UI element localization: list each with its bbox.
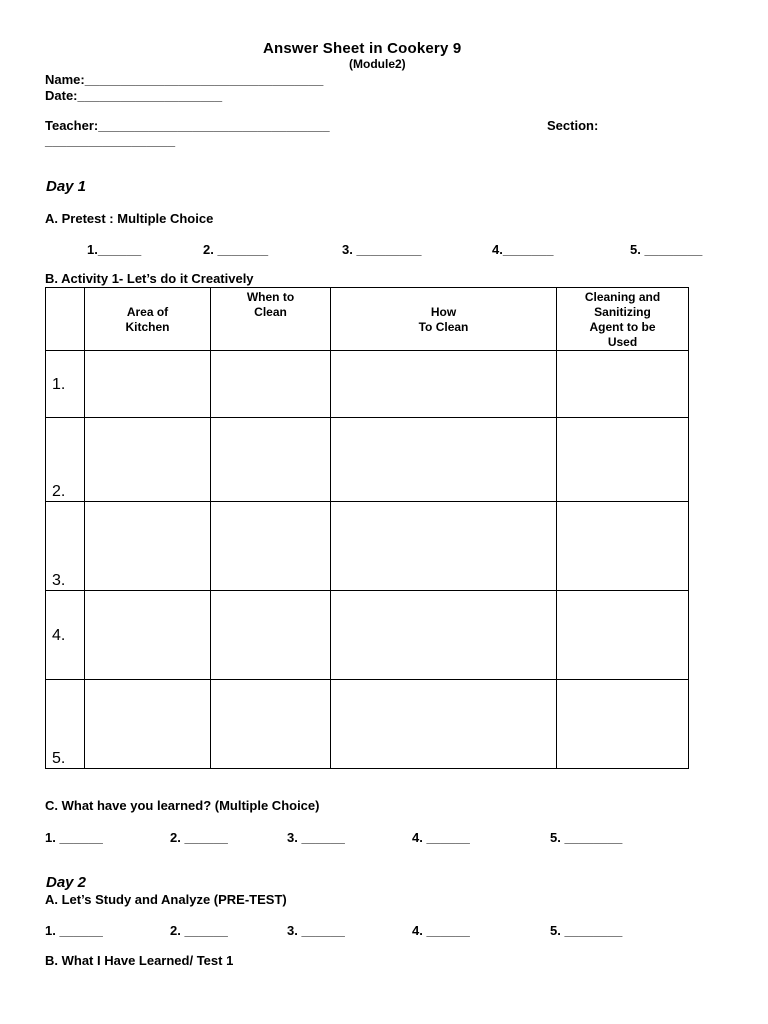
how-cell[interactable] [331,502,557,591]
row-number: 2. [46,418,85,502]
study-answer-1[interactable]: 1. ______ [45,923,103,938]
area-cell[interactable] [85,351,211,418]
pretest-answer-1[interactable]: 1.______ [87,242,142,257]
row-number: 4. [46,591,85,680]
learned-heading: C. What have you learned? (Multiple Choice) [45,798,320,813]
learned-answer-4[interactable]: 4. ______ [412,830,470,845]
area-cell[interactable] [85,502,211,591]
agent-cell[interactable] [557,351,689,418]
section-label: Section: [547,118,599,133]
page-title: Answer Sheet in Cookery 9 [263,40,462,57]
header-number-cell [46,288,85,351]
when-cell[interactable] [211,418,331,502]
table-row [46,418,689,502]
study-answer-3[interactable]: 3. ______ [287,923,345,938]
teacher-field[interactable]: Teacher:________________________________ [45,118,330,133]
table-row [46,680,689,769]
how-cell[interactable] [331,351,557,418]
when-cell[interactable] [211,591,331,680]
test-heading: B. What I Have Learned/ Test 1 [45,953,234,968]
area-cell[interactable] [85,418,211,502]
header-area-of-kitchen: Area of Kitchen [85,288,211,351]
pretest-answer-2[interactable]: 2. _______ [203,242,269,257]
table-row [46,502,689,591]
day1-heading: Day 1 [46,178,87,195]
when-cell[interactable] [211,502,331,591]
table-header-row [46,288,689,351]
day2-heading: Day 2 [46,874,87,891]
learned-answer-5[interactable]: 5. ________ [550,830,623,845]
learned-answer-2[interactable]: 2. ______ [170,830,228,845]
pretest-answer-4[interactable]: 4._______ [492,242,554,257]
pretest-answer-3[interactable]: 3. _________ [342,242,422,257]
when-cell[interactable] [211,680,331,769]
table-row [46,351,689,418]
area-cell[interactable] [85,680,211,769]
pretest-heading: A. Pretest : Multiple Choice [45,211,214,226]
activity-table [45,287,689,769]
learned-answer-3[interactable]: 3. ______ [287,830,345,845]
study-answer-2[interactable]: 2. ______ [170,923,228,938]
header-how-to-clean: How To Clean [331,288,557,351]
row-number: 3. [46,502,85,591]
table-row [46,591,689,680]
name-field[interactable]: Name:_________________________________ [45,72,324,87]
how-cell[interactable] [331,418,557,502]
how-cell[interactable] [331,680,557,769]
pretest-answer-5[interactable]: 5. ________ [630,242,703,257]
when-cell[interactable] [211,351,331,418]
agent-cell[interactable] [557,502,689,591]
activity-heading: B. Activity 1- Let’s do it Creatively [45,271,254,286]
agent-cell[interactable] [557,418,689,502]
section-field[interactable]: __________________ [45,133,176,148]
date-field[interactable]: Date:____________________ [45,88,223,103]
agent-cell[interactable] [557,680,689,769]
row-number: 1. [46,351,85,418]
study-answer-5[interactable]: 5. ________ [550,923,623,938]
header-cleaning-agent: Cleaning and Sanitizing Agent to be Used [557,288,689,351]
study-answer-4[interactable]: 4. ______ [412,923,470,938]
how-cell[interactable] [331,591,557,680]
module-label: (Module2) [349,57,406,71]
row-number: 5. [46,680,85,769]
area-cell[interactable] [85,591,211,680]
study-heading: A. Let’s Study and Analyze (PRE-TEST) [45,892,287,907]
learned-answer-1[interactable]: 1. ______ [45,830,103,845]
agent-cell[interactable] [557,591,689,680]
header-when-to-clean: When to Clean [211,288,331,351]
